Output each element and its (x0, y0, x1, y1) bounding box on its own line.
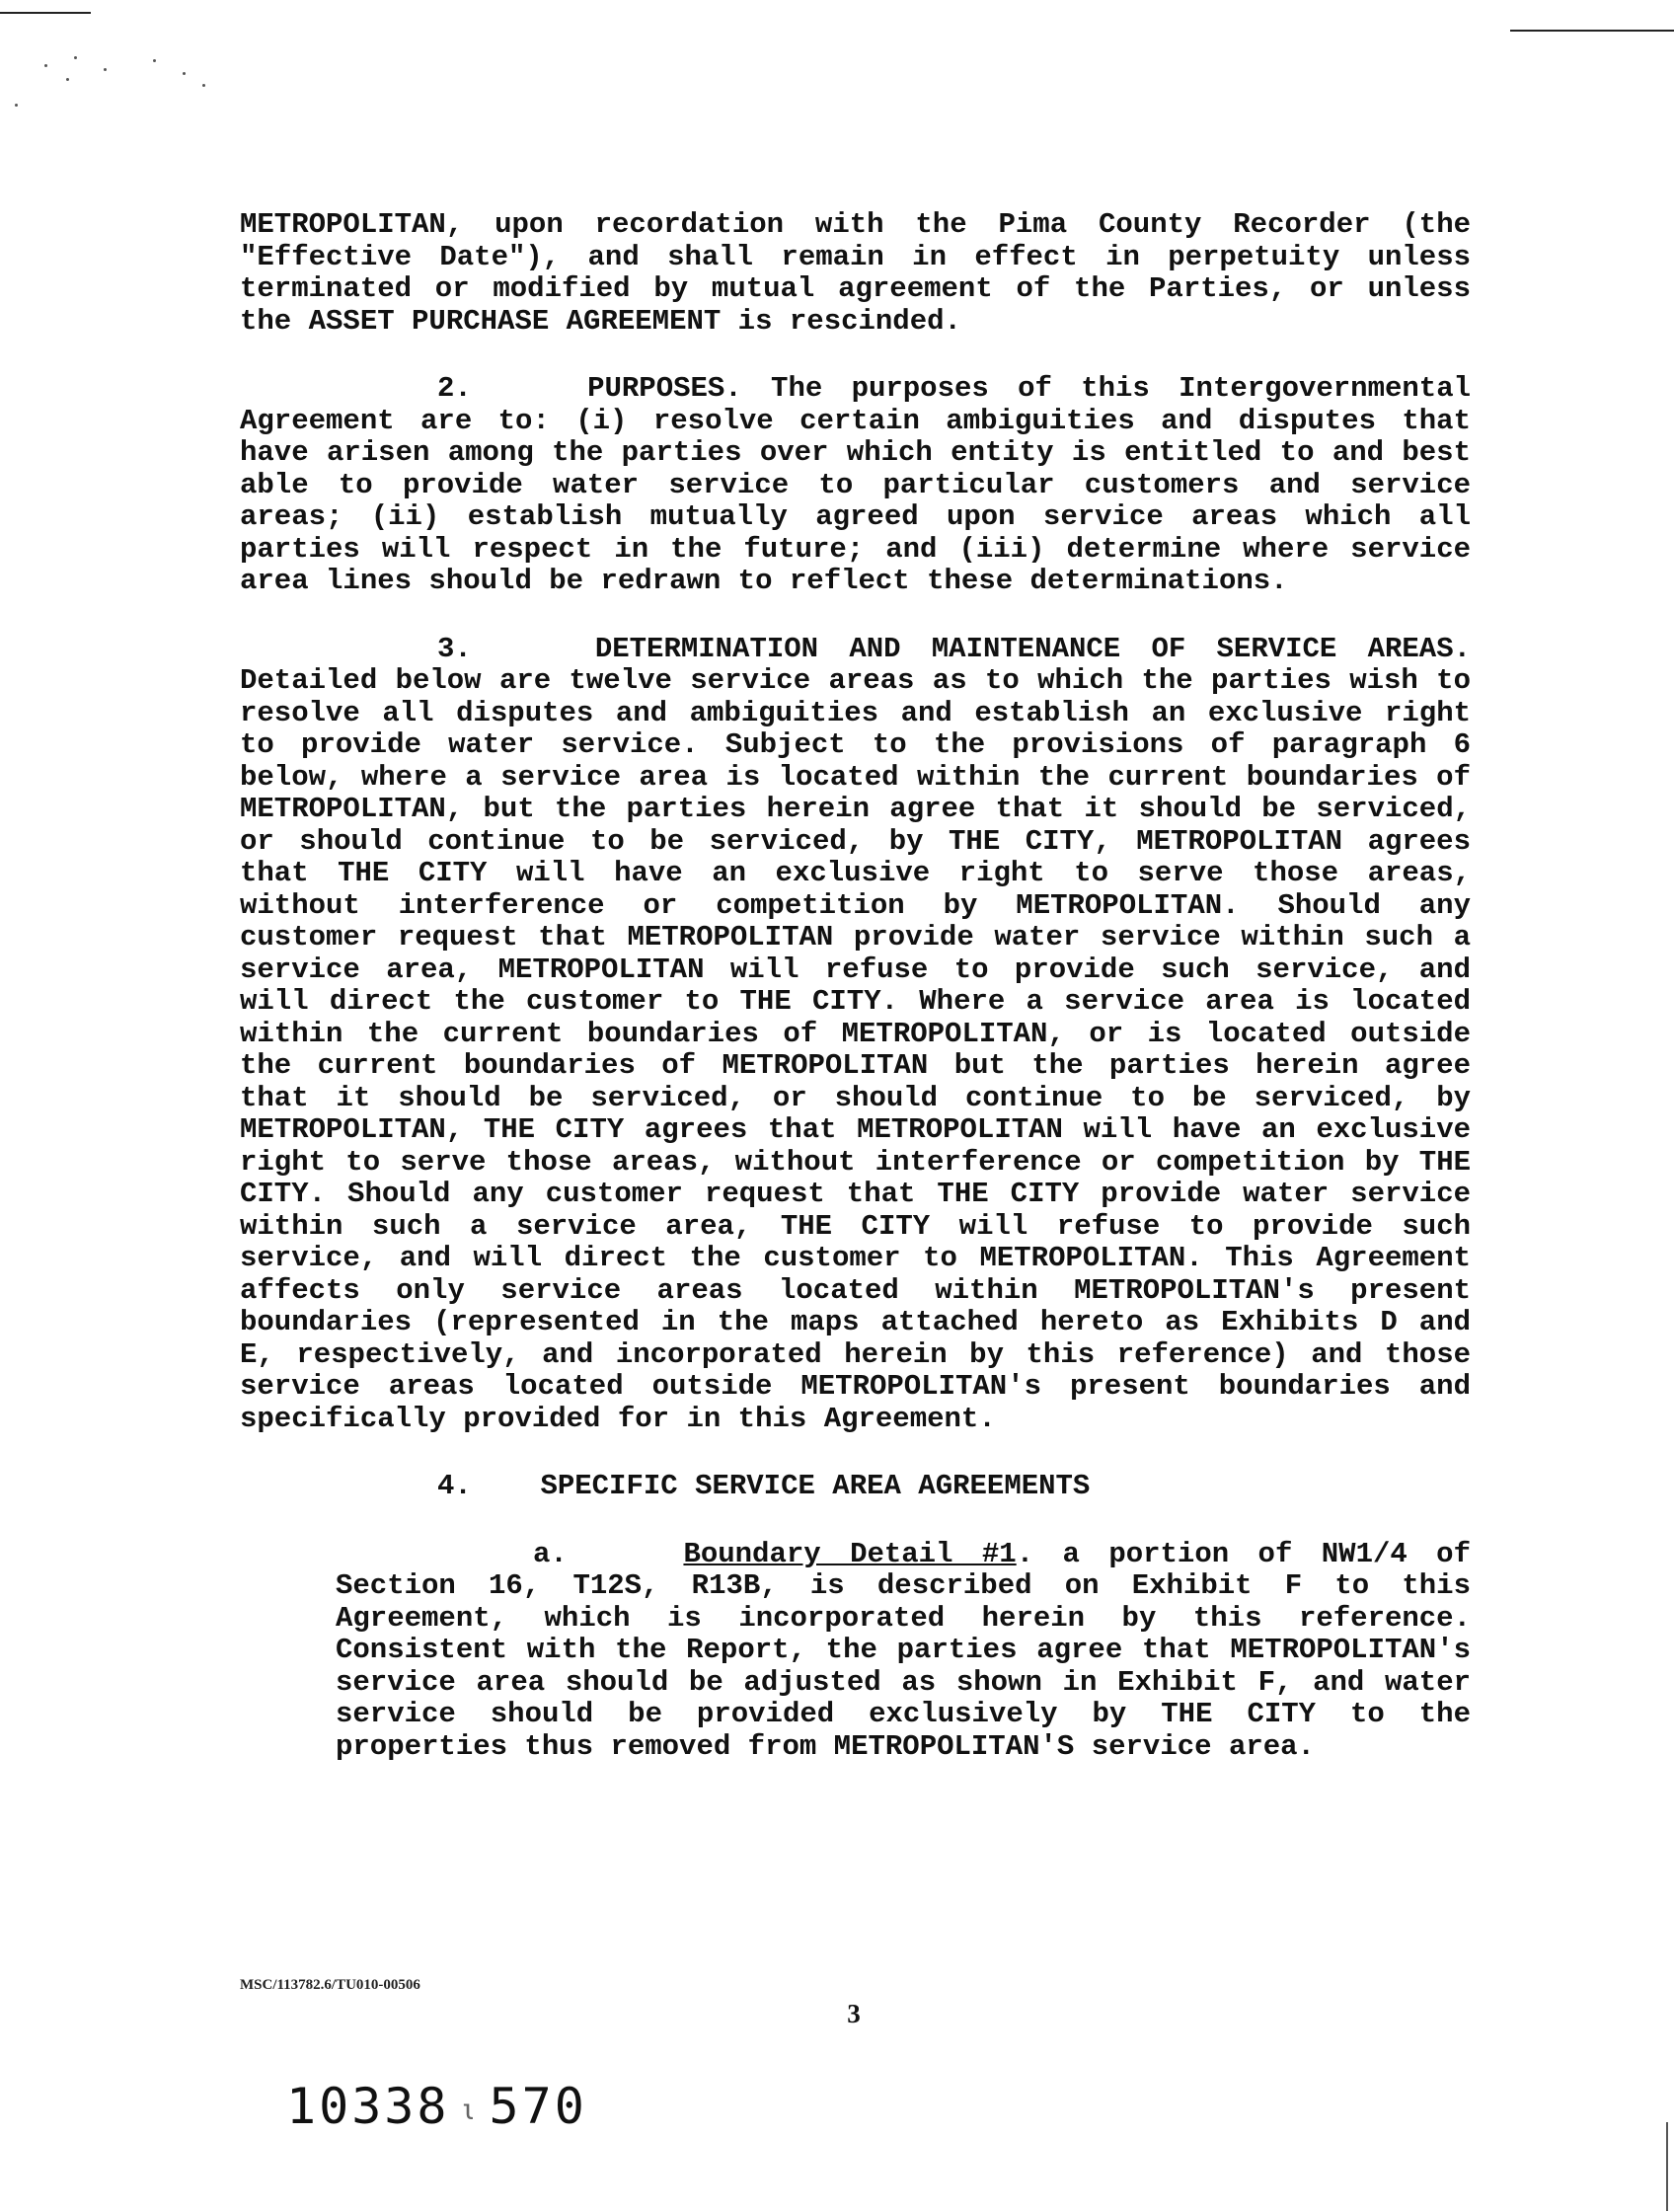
subsection-label: a. (533, 1537, 568, 1570)
scan-edge-mark (0, 12, 91, 14)
section-text: The purposes of this Intergovernmental Agreement are to: (i) resolve certain ambiguities and disputes that have arisen among the parties over which entity is entitled to and best able to provide water service to particular customers and service areas; (ii) establish mutually agreed upon service areas which all parties will respect in the future; and (iii) determine where service area lines should be redrawn to reflect these determinations. (240, 372, 1472, 597)
recording-number (286, 2078, 587, 2135)
recording-page: 570 (489, 2078, 587, 2135)
scan-edge-mark (1666, 2122, 1668, 2211)
recording-book: 10338 (286, 2078, 450, 2135)
scan-edge-mark (1510, 30, 1674, 32)
document-id: MSC/113782.6/TU010-00506 (240, 1977, 420, 1993)
section-purposes (240, 373, 1471, 598)
section-number: 3. (437, 632, 472, 665)
subsection-title: Boundary Detail #1 (683, 1537, 1017, 1570)
subsection-text: . a portion of NW1/4 of Section 16, T12S, R13B, is described on Exhibit F to this Agreement, which is incorporated herein by this reference. Consistent with the Report, the parties agree that METROPOLITAN's service area should be adjusted as shown in Exhibit F, and water service should be provided exclusively by THE CITY to the properties thus removed from METROPOLITAN'S service area. (336, 1537, 1471, 1763)
section-heading: DETERMINATION AND MAINTENANCE OF SERVICE AREAS. (594, 632, 1471, 665)
section-heading: PURPOSES. (587, 372, 742, 405)
document-body (240, 209, 1471, 1798)
section-text: Detailed below are twelve service areas as to which the parties wish to resolve all disputes and ambiguities and establish an exclusive right to provide water service. Subject to the provisions of paragraph 6 below, where a service area is located within the current boundaries of METROPOLITAN, but the parties herein agree that it should be serviced, or should continue to be serviced, by THE CITY, METROPOLITAN agrees that THE CITY will have an exclusive right to serve those areas, without interference or competition by METROPOLITAN. Should any customer request that METROPOLITAN provide water service within such a service area, METROPOLITAN will refuse to provide such service, and will direct the customer to THE CITY. Where a service area is located within the current boundaries of METROPOLITAN, or is located outside the current boundaries of METROPOLITAN but the parties herein agree that it should be serviced, or should continue to be serviced, by METROPOLITAN, THE CITY agrees that METROPOLITAN will have an exclusive right to serve those areas, without interference or competition by THE CITY. Should any customer request that THE CITY provide water service within such a service area, THE CITY will refuse to provide such service, and will direct the customer to METROPOLITAN. This Agreement affects only service areas located within METROPOLITAN's present boundaries (represented in the maps attached hereto as Exhibits D and E, respectively, and incorporated herein by this reference) and those service areas located outside METROPOLITAN's present boundaries and specifically provided for in this Agreement. (240, 664, 1471, 1435)
intro-paragraph: METROPOLITAN, upon recordation with the Pima County Recorder (the "Effective Date"), and shall remain in effect in perpetuity unless terminated or modified by mutual agreement of the Parties, or unless the ASSET PURCHASE AGREEMENT is rescinded. (240, 208, 1471, 338)
section-service-areas (240, 634, 1471, 1436)
page-number: 3 (847, 1999, 861, 2028)
section-specific-agreements (437, 1471, 1471, 1503)
subsection-boundary-detail-1 (336, 1539, 1471, 1764)
scan-specks (44, 54, 222, 94)
section-number: 4. (437, 1470, 472, 1502)
section-heading: SPECIFIC SERVICE AREA AGREEMENTS (540, 1470, 1091, 1502)
section-number: 2. (437, 372, 472, 405)
recording-separator: ι (459, 2094, 480, 2126)
